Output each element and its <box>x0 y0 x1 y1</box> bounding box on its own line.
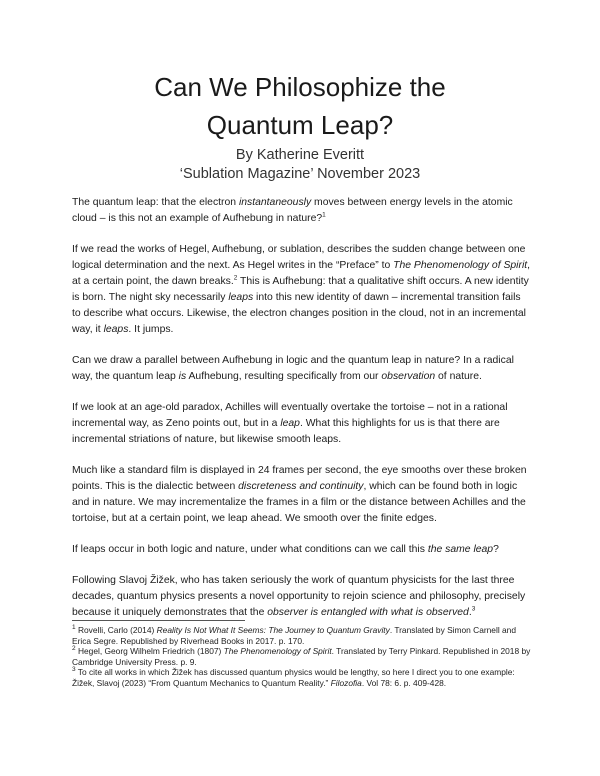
text-run: . Translated by Terry Pinkard. Republished in 2018 by Cambridge University Press. p. 9. <box>72 646 531 667</box>
footnote-marker: 1 <box>72 624 76 632</box>
footnotes <box>72 625 532 689</box>
body-paragraph <box>72 573 532 621</box>
body-paragraph <box>72 195 532 227</box>
text-run: If leaps occur in both logic and nature, under what conditions can we call this <box>72 544 428 555</box>
emphasis-text: Filozofia <box>330 677 362 688</box>
text-run: This is Aufhebung: that a qualitative shift occurs. A new identity is born. The night sky necessarily <box>72 276 529 303</box>
emphasis-text: leap <box>280 418 300 429</box>
text-run: To cite all works in which Žižek has discussed quantum physics would be lengthy, so here I direct you to one example: Žižek, Slavoj (2023) “From Quantum Mechanics to Quantum Reality.” <box>72 667 515 688</box>
text-run: If we read the works of Hegel, Aufhebung, or sublation, describes the sudden change between one logical determination and the next. As Hegel writes in the “Preface” to <box>72 244 526 271</box>
title-line-2: Quantum Leap? <box>206 110 394 140</box>
text-run: Aufhebung, resulting specifically from our <box>186 371 382 382</box>
text-run: Hegel, Georg Wilhelm Friedrich (1807) <box>75 646 224 657</box>
text-run: Much like a standard film is displayed in 24 frames per second, the eye smooths over these broken points. This is the dialectic between <box>72 465 527 492</box>
text-run: If we look at an age-old paradox, Achilles will eventually overtake the tortoise – not in a rational incremental way, as Zeno points out, but in a <box>72 402 508 429</box>
text-run: into this new identity of dawn – incremental transition fails to describe what occurs. Likewise, the electron changes position in the cloud, not in an incremental way, it <box>72 292 526 335</box>
text-run: , which can be found both in logic and in nature. We may incrementalize the frames in a film or the distance between Achilles and the tortoise, but at a certain point, we leap ahead. We smooth over the finite edges. <box>72 481 526 524</box>
emphasis-text: leaps <box>228 292 254 303</box>
footnote-marker: 3 <box>471 605 476 613</box>
text-run: . Translated by Simon Carnell and Erica Segre. Republished by Riverhead Books in 2017. p. 170. <box>72 625 516 646</box>
emphasis-text: The Phenomenology of Spirit <box>223 646 332 657</box>
emphasis-text: is <box>178 371 187 382</box>
byline <box>0 146 600 184</box>
body-paragraph <box>72 542 532 558</box>
footnote-marker: 3 <box>72 666 76 674</box>
text-run: ? <box>493 544 499 555</box>
text-run: Can we draw a parallel between Aufhebung in logic and the quantum leap in nature? In a radical way, the quantum leap <box>72 355 514 382</box>
emphasis-text: Reality Is Not What It Seems: The Journey to Quantum Gravity <box>156 625 390 635</box>
emphasis-text: The Phenomenology of Spirit <box>393 260 528 271</box>
emphasis-text: the same leap <box>427 544 494 555</box>
text-run: Rovelli, Carlo (2014) <box>75 625 157 635</box>
body-paragraph <box>72 400 532 448</box>
article-body <box>72 195 532 636</box>
footnote-marker: 1 <box>322 211 326 219</box>
title-line-1: Can We Philosophize the <box>154 72 446 102</box>
emphasis-text: observer is entangled with what is observed <box>267 607 469 618</box>
text-run: of nature. <box>435 371 482 382</box>
text-run: . What this highlights for us is that there are incremental striations of nature, but likewise smooth leaps. <box>72 418 500 445</box>
footnote-marker: 2 <box>72 645 76 653</box>
page-title <box>0 68 600 144</box>
author-line: By Katherine Everitt <box>235 147 365 163</box>
emphasis-text: observation <box>381 371 436 382</box>
text-run: . Vol 78: 6. p. 409-428. <box>361 677 447 688</box>
body-paragraph <box>72 353 532 385</box>
footnote <box>72 667 532 688</box>
text-run: , at a certain point, the dawn breaks. <box>72 260 531 287</box>
emphasis-text: instantaneously <box>238 197 312 208</box>
text-run: moves between energy levels in the atomic cloud – is this not an example of Aufhebung in nature? <box>72 197 513 224</box>
text-run: Following Slavoj Žižek, who has taken seriously the work of quantum physicists for the last three decades, quantum physics presents a novel opportunity to rejoin science and philosophy, precisely because it uniquely demonstrates that the <box>72 575 526 618</box>
emphasis-text: discreteness and continuity <box>238 481 364 492</box>
text-run: . <box>468 607 472 618</box>
footnote <box>72 625 532 646</box>
footnote <box>72 646 532 667</box>
footnote-marker: 2 <box>233 274 238 282</box>
text-run: The quantum leap: that the electron <box>72 197 239 208</box>
text-run: . It jumps. <box>128 324 174 335</box>
footnote-divider <box>72 620 245 621</box>
body-paragraph <box>72 463 532 527</box>
publication-line: ‘Sublation Magazine’ November 2023 <box>179 166 421 182</box>
emphasis-text: leaps <box>103 324 129 335</box>
body-paragraph <box>72 242 532 338</box>
